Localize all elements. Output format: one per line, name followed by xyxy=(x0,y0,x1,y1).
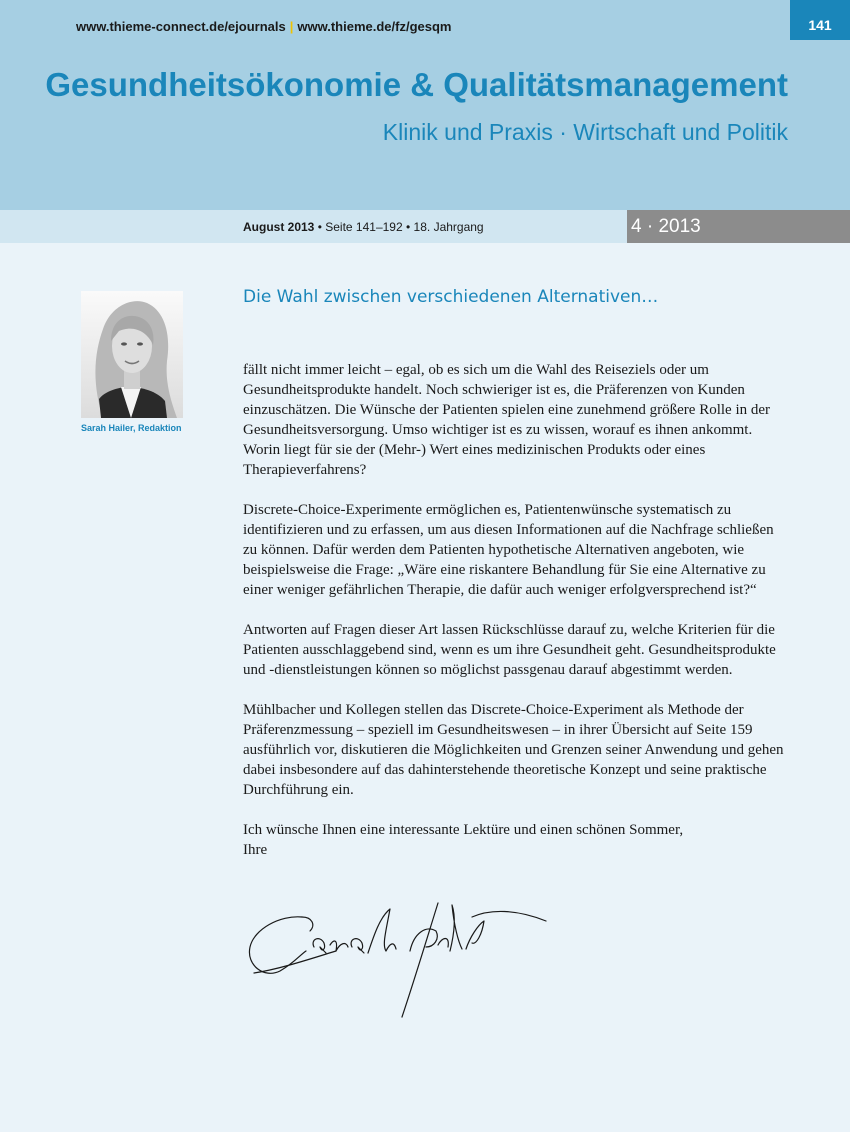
journal-urls xyxy=(76,19,451,34)
signature-image xyxy=(240,895,560,1025)
closing-signoff: Ihre xyxy=(243,842,268,858)
paragraph-4: Mühlbacher und Kollegen stellen das Discrete-Choice-Experiment als Methode der Präferenzmessung – speziell im Gesundheitswesen – in ihrer Übersicht auf Seite 159 ausführlich vor, diskutieren die Möglichkeiten und Grenzen seiner Anwendung und gehen dabei insbesondere auf das dahinterstehende theoretische Konzept und seine praktische Durchführung ein. xyxy=(243,702,784,798)
url-separator: | xyxy=(289,19,294,34)
issue-month-year: August 2013 xyxy=(243,220,315,234)
article-body xyxy=(243,360,791,860)
article-headline: Die Wahl zwischen verschiedenen Alternativen… xyxy=(243,287,659,307)
journal-title: Gesundheitsökonomie & Qualitätsmanagement xyxy=(45,66,788,103)
issue-dot-2: • xyxy=(406,220,414,234)
issue-volume: 18. Jahrgang xyxy=(413,220,484,234)
issue-dot-1: • xyxy=(317,220,326,234)
author-photo xyxy=(81,291,183,418)
url-ejournals[interactable]: www.thieme-connect.de/ejournals xyxy=(76,19,286,34)
issue-label: 4 · 2013 xyxy=(627,210,850,243)
paragraph-1: fällt nicht immer leicht – egal, ob es sich um die Wahl des Reiseziels oder um Gesundheitsprodukte handelt. Noch schwieriger ist es, die Präferenzen von Kunden einzuschätzen. Die Wünsche der Patienten spielen eine zunehmend größere Rolle in der Gesundheitsversorgung. Umso wichtiger ist es zu wissen, worauf es ihnen ankommt. Worin liegt für sie der (Mehr-) Wert eines medizinischen Produkts oder eines Therapieverfahrens? xyxy=(243,362,771,478)
issue-info xyxy=(243,220,484,234)
closing-line: Ich wünsche Ihnen eine interessante Lektüre und einen schönen Sommer, xyxy=(243,822,684,838)
paragraph-3: Antworten auf Fragen dieser Art lassen Rückschlüsse darauf zu, welche Kriterien für die Patienten ausschlaggebend sind, wenn es um ihre Gesundheit geht. Gesundheitsprodukte und -dienstleistungen können so möglichst passgenau darauf abgestimmt werden. xyxy=(243,622,776,678)
page-number: 141 xyxy=(790,0,850,40)
author-caption: Sarah Hailer, Redaktion xyxy=(81,423,182,433)
portrait-image xyxy=(81,291,183,418)
paragraph-2: Discrete-Choice-Experimente ermöglichen es, Patientenwünsche systematisch zu identifizieren und zu erfassen, um aus diesen Informationen auf die Nachfrage schließen zu können. Dafür werden dem Patienten hypothetische Alternativen angeboten, wie beispielsweise die Frage: „Wäre eine riskantere Behandlung für Sie eine Alternative zu einer weniger gefährlichen Therapie, die dafür auch weniger erfolgversprechend ist?“ xyxy=(243,502,774,598)
url-gesqm[interactable]: www.thieme.de/fz/gesqm xyxy=(297,19,452,34)
issue-pages: Seite 141–192 xyxy=(325,220,403,234)
journal-subtitle: Klinik und Praxis · Wirtschaft und Politik xyxy=(382,119,788,145)
